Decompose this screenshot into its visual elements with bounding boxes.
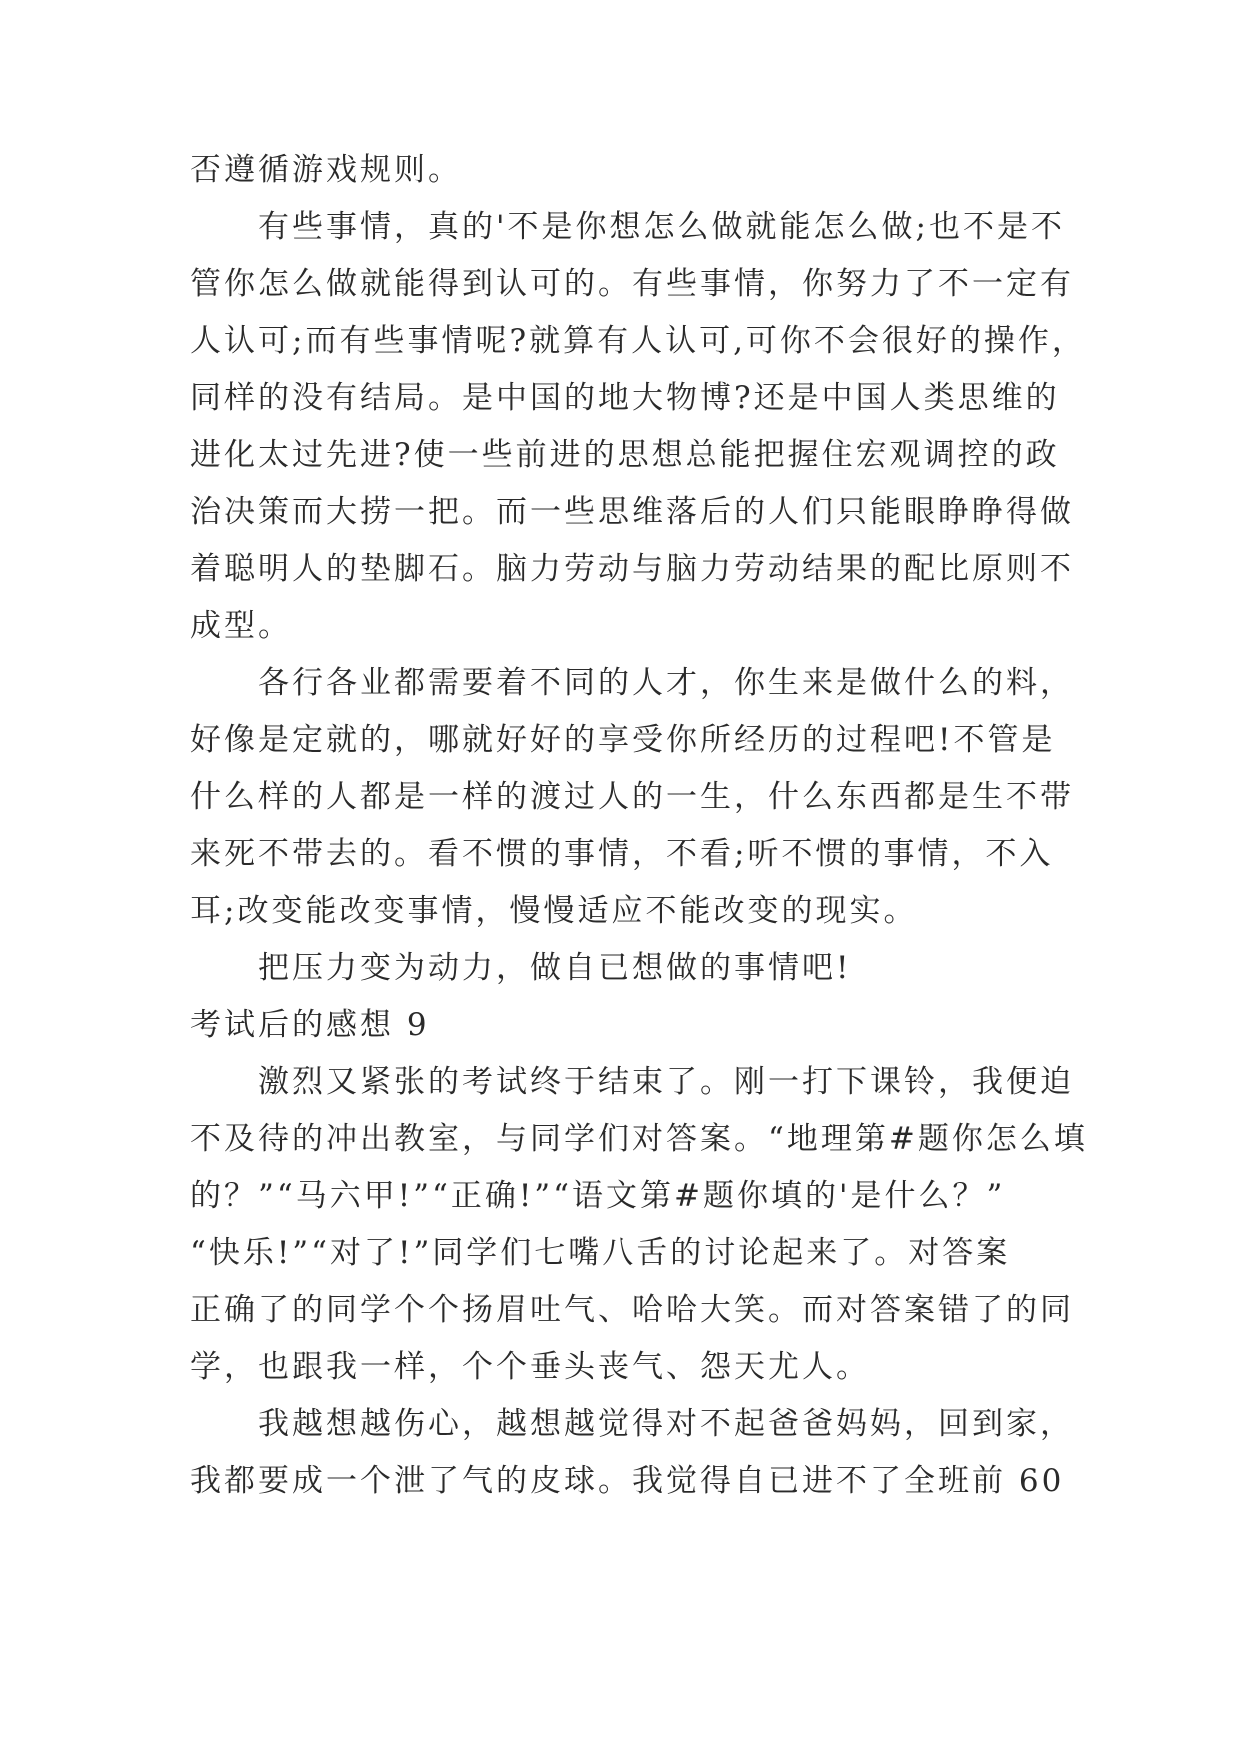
text-line: 同样的没有结局。是中国的地大物博?还是中国人类思维的	[190, 380, 1060, 416]
text-line: 来死不带去的。看不惯的事情，不看;听不惯的事情，不入	[190, 836, 1054, 872]
text-line: 正确了的同学个个扬眉吐气、哈哈大笑。而对答案错了的同	[190, 1292, 1074, 1328]
text-line: 否遵循游戏规则。	[190, 152, 462, 188]
text-line: 进化太过先进?使一些前进的思想总能把握住宏观调控的政	[190, 437, 1060, 473]
text-line: 管你怎么做就能得到认可的。有些事情，你努力了不一定有	[190, 266, 1074, 302]
section-heading: 考试后的感想 9	[190, 1007, 430, 1043]
text-line: 着聪明人的垫脚石。脑力劳动与脑力劳动结果的配比原则不	[190, 551, 1074, 587]
text-line: 好像是定就的，哪就好好的享受你所经历的过程吧!不管是	[190, 722, 1056, 758]
paragraph-first-line: 把压力变为动力，做自已想做的事情吧!	[258, 950, 852, 986]
text-line: “快乐!”“对了!”同学们七嘴八舌的讨论起来了。对答案	[190, 1235, 1011, 1271]
text-line: 耳;改变能改变事情，慢慢适应不能改变的现实。	[190, 893, 918, 929]
text-line: 治决策而大捞一把。而一些思维落后的人们只能眼睁睁得做	[190, 494, 1074, 530]
paragraph-first-line: 有些事情，真的'不是你想怎么做就能怎么做;也不是不	[258, 209, 1065, 245]
text-line: 成型。	[190, 608, 292, 644]
text-line: 学，也跟我一样，个个垂头丧气、怨天尤人。	[190, 1349, 870, 1385]
paragraph-first-line: 我越想越伤心，越想越觉得对不起爸爸妈妈，回到家，	[258, 1406, 1074, 1442]
text-line: 人认可;而有些事情呢?就算有人认可,可你不会很好的操作，	[190, 323, 1086, 359]
paragraph-first-line: 各行各业都需要着不同的人才，你生来是做什么的料，	[258, 665, 1074, 701]
text-line: 不及待的冲出教室，与同学们对答案。“地理第#题你怎么填	[190, 1121, 1088, 1157]
text-line: 的？”“马六甲!”“正确!”“语文第#题你填的'是什么？”	[190, 1178, 1006, 1214]
paragraph-first-line: 激烈又紧张的考试终于结束了。刚一打下课铃，我便迫	[258, 1064, 1074, 1100]
text-line: 我都要成一个泄了气的皮球。我觉得自已进不了全班前 60	[190, 1463, 1065, 1499]
text-line: 什么样的人都是一样的渡过人的一生，什么东西都是生不带	[190, 779, 1074, 815]
